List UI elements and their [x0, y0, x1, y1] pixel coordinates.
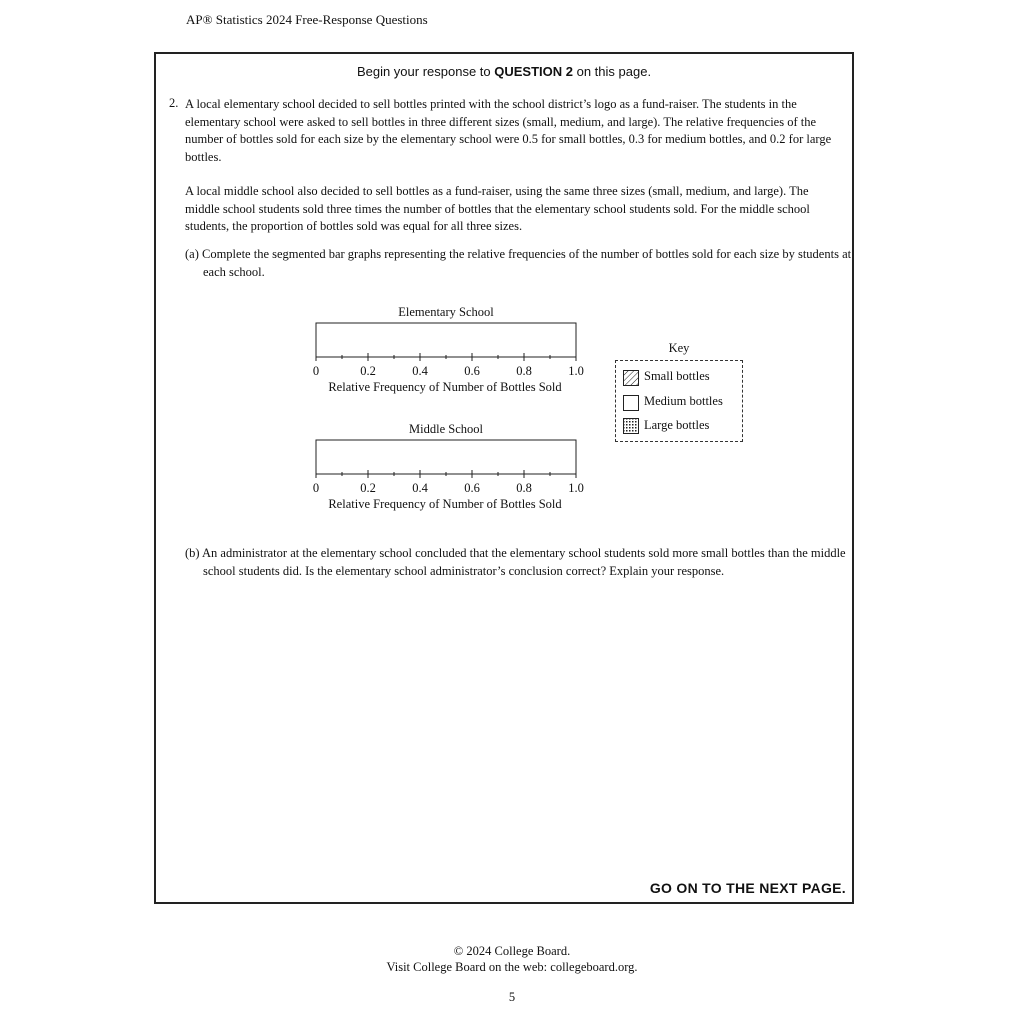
large-bottles-swatch [623, 418, 639, 434]
question-paragraph-1: A local elementary school decided to sell bottles printed with the school district’s logo as a fund-raiser. The students in the elementary school were asked to sell bottles in three different sizes (small, medium, and large). The relative frequencies of the number of bottles sold for each size by the elementary school were 0.5 for small bottles, 0.3 for medium bottles, and 0.2 for large bottles. [185, 97, 832, 164]
middle-axis-label: Relative Frequency of Number of Bottles Sold [328, 497, 562, 511]
x-tick-label: 0.4 [412, 481, 428, 495]
x-tick-label: 1.0 [568, 481, 584, 495]
x-tick-label: 0 [312, 364, 320, 378]
x-tick-label: 0.4 [412, 364, 428, 378]
begin-instruction: Begin your response to QUESTION 2 on this page. [356, 64, 652, 79]
elementary-axis-label: Relative Frequency of Number of Bottles Sold [328, 380, 562, 394]
x-tick-label: 0.2 [360, 481, 376, 495]
footer-copyright: © 2024 College Board. [453, 944, 571, 958]
page-header: AP® Statistics 2024 Free-Response Questions [186, 12, 428, 27]
small-bottles-swatch [623, 370, 639, 386]
elementary-bar-chart[interactable] [300, 318, 600, 386]
page-number: 5 [508, 990, 516, 1004]
key-label-medium: Medium bottles [644, 394, 723, 408]
medium-bottles-swatch [623, 395, 639, 411]
elementary-chart-title: Elementary School [398, 305, 494, 319]
x-tick-label: 0 [312, 481, 320, 495]
go-on-notice: GO ON TO THE NEXT PAGE. [649, 880, 846, 896]
middle-bar-chart[interactable] [300, 435, 600, 503]
key-label-large: Large bottles [644, 418, 710, 432]
x-tick-label: 0.8 [516, 364, 532, 378]
question-number: 2. [169, 96, 179, 110]
x-tick-label: 0.2 [360, 364, 376, 378]
key-title: Key [668, 341, 690, 355]
segmented-bar-outline[interactable] [316, 323, 576, 357]
x-tick-label: 0.8 [516, 481, 532, 495]
question-paragraph-2: A local middle school also decided to sell bottles as a fund-raiser, using the same three sizes (small, medium, and large). The middle school students sold three times the number of bottles that the elementary school students sold. For the middle school students, the proportion of bottles sold was equal for all three sizes. [185, 184, 810, 233]
middle-chart-title: Middle School [409, 422, 483, 436]
x-tick-label: 0.6 [464, 481, 480, 495]
key-label-small: Small bottles [644, 369, 710, 383]
segmented-bar-outline[interactable] [316, 440, 576, 474]
x-tick-label: 1.0 [568, 364, 584, 378]
part-b-prompt: (b) An administrator at the elementary school concluded that the elementary school students sold more small bottles than the middle school students did. Is the elementary school administrator’s conclusion correct? Explain your response. [185, 546, 846, 578]
question-label: QUESTION 2 [494, 64, 573, 79]
part-a-prompt: (a) Complete the segmented bar graphs representing the relative frequencies of the number of bottles sold for each size by students at each school. [185, 247, 852, 279]
footer-visit: Visit College Board on the web: collegeboard.org. [386, 960, 638, 974]
x-tick-label: 0.6 [464, 364, 480, 378]
